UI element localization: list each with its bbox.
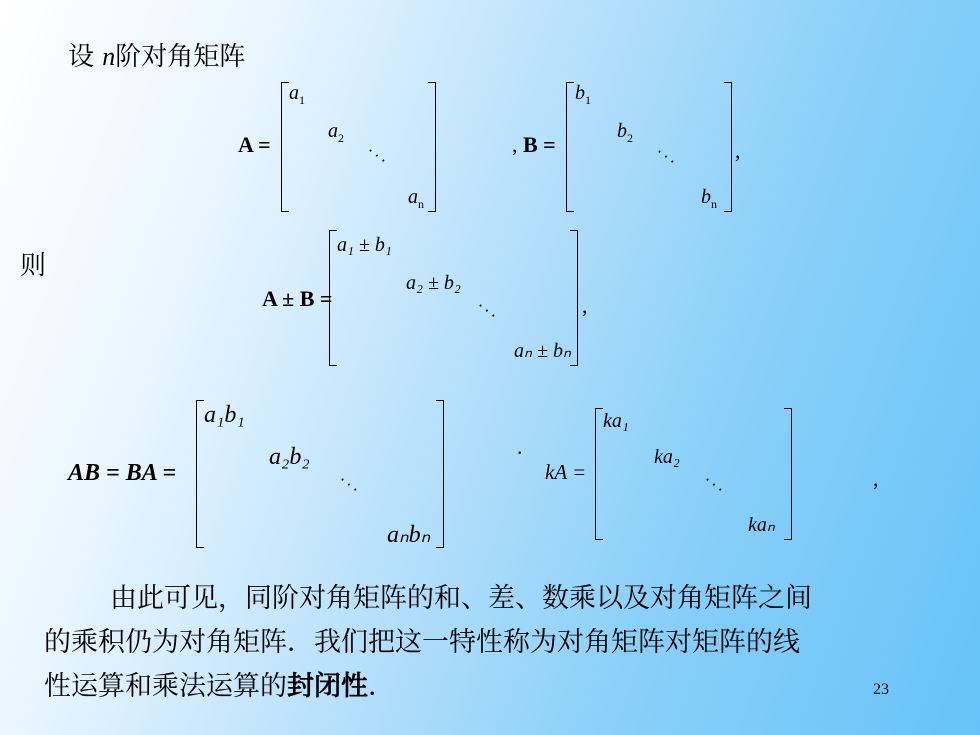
matrix-b-trailing-comma: , bbox=[735, 138, 741, 163]
matrix-b-label: , B = bbox=[512, 132, 556, 157]
matrix-a-entry-1: $a_1$ bbox=[289, 82, 305, 107]
product-separator-dot: · bbox=[516, 440, 524, 465]
matrix-b-entry-2: $b_2$ bbox=[617, 120, 633, 145]
paragraph-line-1: 由此可见，同阶对角矩阵的和、差、数乘以及对角矩阵之间 bbox=[110, 583, 812, 614]
scalar-left-bracket bbox=[595, 408, 603, 540]
then-label: 则 bbox=[20, 251, 47, 281]
matrix-a-dots: ··· bbox=[362, 141, 394, 172]
matrix-a-left-bracket bbox=[281, 82, 289, 212]
matrix-a-entry-2: $a_2$ bbox=[328, 120, 344, 145]
scalar-trailing-comma: , bbox=[873, 466, 879, 491]
matrix-a-label: A = bbox=[238, 132, 271, 157]
scalar-label: kA = bbox=[545, 460, 587, 484]
sum-dots: ··· bbox=[472, 296, 504, 327]
scalar-dots: ··· bbox=[699, 470, 731, 501]
paragraph-line-2: 的乘积仍为对角矩阵．我们把这一特性称为对角矩阵对矩阵的线 bbox=[44, 627, 800, 658]
sum-trailing-comma: , bbox=[582, 293, 588, 318]
intro-suffix: 阶对角矩阵 bbox=[115, 42, 246, 72]
scalar-entry-1: ka₁ bbox=[603, 410, 629, 432]
intro-line bbox=[68, 44, 245, 70]
sum-entry-2: a₂ ± b₂ bbox=[406, 272, 461, 294]
sum-entry-n: aₙ ± bₙ bbox=[514, 340, 571, 362]
scalar-entry-n: kaₙ bbox=[748, 514, 775, 536]
matrix-b-entry-n: $b_n$ bbox=[701, 186, 717, 211]
scalar-entry-2: ka₂ bbox=[654, 446, 680, 468]
intro-var-n: n bbox=[102, 42, 116, 71]
sum-right-bracket bbox=[570, 230, 578, 366]
scalar-right-bracket bbox=[784, 408, 792, 540]
product-entry-1: a₁b₁ bbox=[204, 402, 245, 428]
sum-entry-1: a₁ ± b₁ bbox=[337, 234, 392, 256]
sum-label: A ± B = bbox=[262, 286, 333, 311]
product-label: AB = BA = bbox=[68, 460, 177, 486]
product-left-bracket bbox=[196, 400, 204, 548]
intro-prefix: 设 bbox=[68, 42, 95, 72]
closure-term: 封闭性 bbox=[287, 671, 368, 702]
matrix-b-entry-1: $b_1$ bbox=[575, 82, 591, 107]
matrix-b-dots: ··· bbox=[651, 142, 683, 173]
matrix-a-entry-n: $a_n$ bbox=[408, 186, 424, 211]
matrix-b-left-bracket bbox=[566, 82, 574, 212]
paragraph-line-3: 性运算和乘法运算的封闭性． bbox=[44, 671, 395, 702]
matrix-b-right-bracket bbox=[724, 82, 732, 212]
page-number: 23 bbox=[873, 681, 889, 698]
sum-left-bracket bbox=[329, 230, 337, 366]
matrix-a-right-bracket bbox=[428, 82, 436, 212]
product-entry-n: aₙbₙ bbox=[387, 522, 431, 548]
product-entry-2: a₂b₂ bbox=[269, 444, 310, 470]
product-dots: ··· bbox=[334, 470, 366, 501]
product-right-bracket bbox=[436, 400, 444, 548]
